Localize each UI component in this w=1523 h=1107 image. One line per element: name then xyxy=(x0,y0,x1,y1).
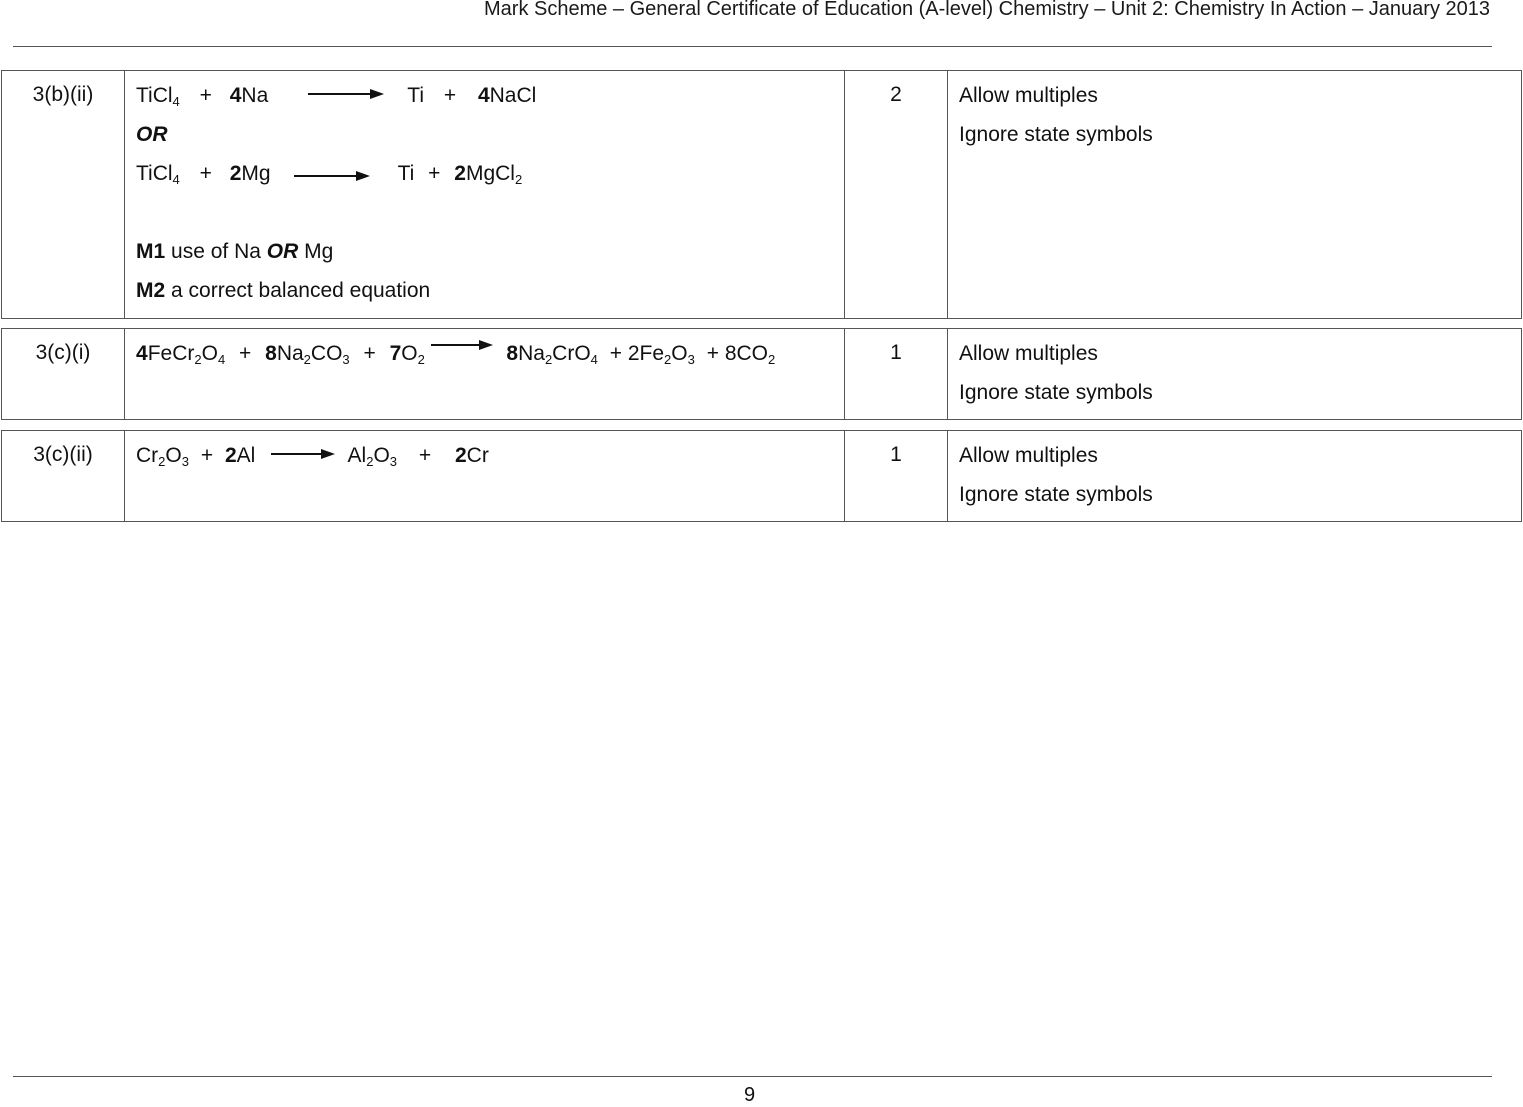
reaction-arrow-icon xyxy=(308,88,384,100)
reaction-arrow-icon xyxy=(431,339,493,351)
equation-chromite: $4FeCr_2O_4 + 8Na_2CO_3 + 7O_2$ $8Na_2CrO_4 + 2Fe_2O_3 + 8CO_2$ xyxy=(136,341,844,380)
page-number: 9 xyxy=(744,1084,756,1106)
equation-sodium: TiCl$_4$ + 4Na Ti + 4NaCl xyxy=(136,84,537,109)
footer-rule xyxy=(13,1076,1492,1077)
answer-cell xyxy=(125,329,845,420)
or-label: OR xyxy=(136,123,168,146)
marks-cell xyxy=(845,329,948,420)
comment-line: Ignore state symbols xyxy=(959,381,1153,404)
comment-line: Ignore state symbols xyxy=(959,483,1153,506)
reaction-arrow-icon xyxy=(271,448,335,460)
reaction-arrow-icon xyxy=(294,170,370,182)
mark-scheme-row-3bii xyxy=(1,70,1522,319)
comment-line: Allow multiples xyxy=(959,84,1098,107)
comments-cell xyxy=(948,431,1522,522)
comment-line: Allow multiples xyxy=(959,444,1098,467)
answer-cell xyxy=(125,71,845,319)
comment-line: Allow multiples xyxy=(959,342,1098,365)
header-rule xyxy=(13,46,1492,47)
marks-value: 2 xyxy=(890,83,902,106)
question-number: 3(b)(ii) xyxy=(32,83,94,106)
equation-magnesium: TiCl$_4$ + 2Mg Ti + 2MgCl$_2$ xyxy=(136,162,523,187)
marking-point-m1: M1 use of Na OR Mg xyxy=(136,240,334,263)
marks-cell xyxy=(845,431,948,522)
marks-value: 1 xyxy=(890,341,902,364)
comments-cell xyxy=(948,329,1522,420)
question-number-cell xyxy=(2,71,125,319)
question-number-cell xyxy=(2,431,125,522)
mark-scheme-row-3ci xyxy=(1,328,1522,420)
comments-cell xyxy=(948,71,1522,319)
marks-cell xyxy=(845,71,948,319)
comment-line: Ignore state symbols xyxy=(959,123,1153,146)
equation-thermite: $Cr_2O_3 + 2Al$ $Al_2O_3 + 2Cr$ xyxy=(136,444,489,469)
question-number-cell xyxy=(2,329,125,420)
question-number: 3(c)(ii) xyxy=(33,443,93,466)
marking-point-m2: M2 a correct balanced equation xyxy=(136,279,431,302)
mark-scheme-row-3cii xyxy=(1,430,1522,522)
answer-cell xyxy=(125,431,845,522)
question-number: 3(c)(i) xyxy=(35,341,91,364)
marks-value: 1 xyxy=(890,443,902,466)
page-header: Mark Scheme – General Certificate of Education (A-level) Chemistry – Unit 2: Chemistry In Action – January 2013 xyxy=(484,0,1490,20)
